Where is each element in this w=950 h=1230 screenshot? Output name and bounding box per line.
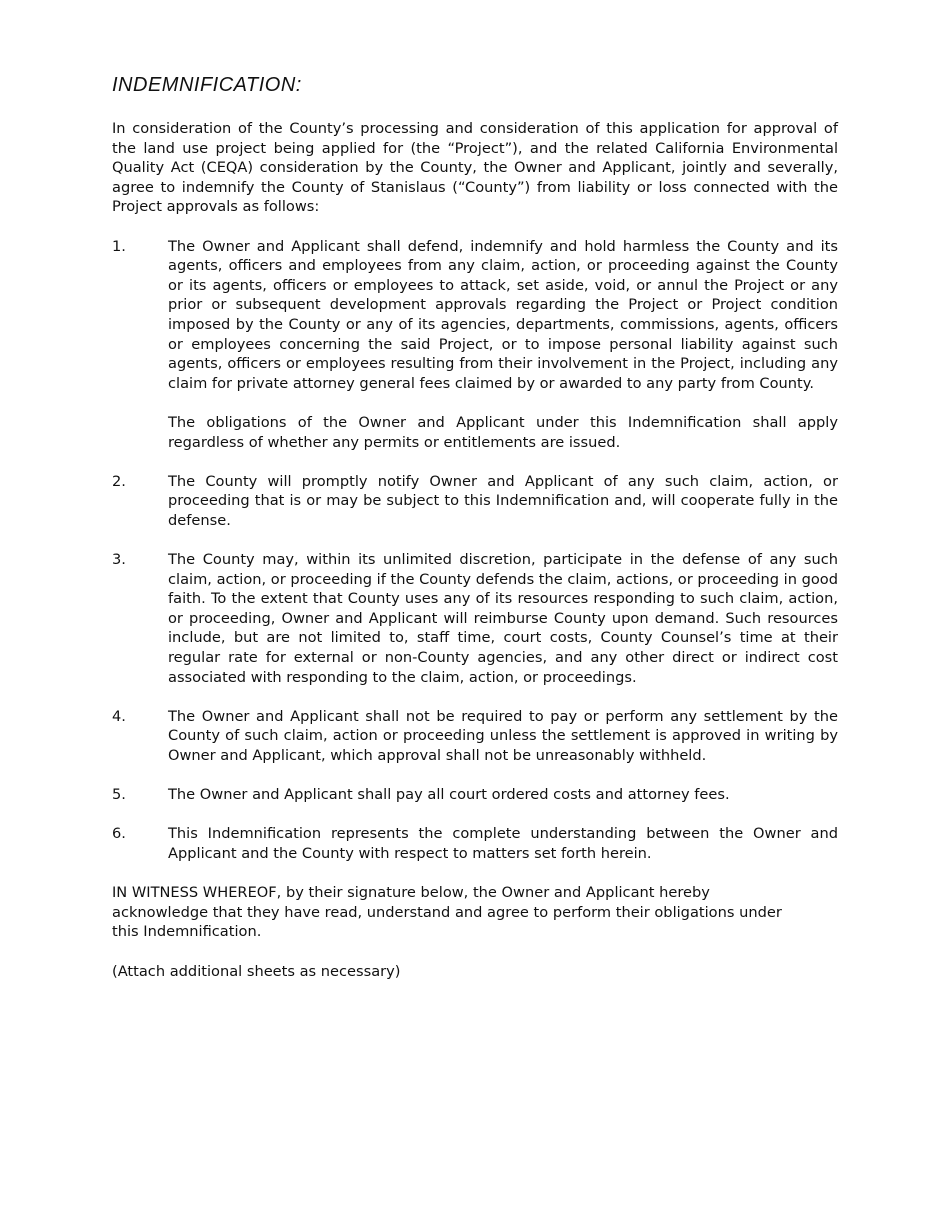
list-item-6 (112, 824, 838, 863)
item-paragraph: The County may, within its unlimited discretion, participate in the defense of any such claim, action, or proceeding if the County defends the claim, actions, or proceeding in good faith. To the extent that County uses any of its resources responding to such claim, action, or proceeding, Owner and Applicant will reimburse County upon demand. Such resources include, but are not limited to, staff time, court costs, County Counsel’s time at their regular rate for external or non-County agencies, and any other direct or indirect cost associated with responding to the claim, action, or proceedings. (168, 551, 838, 686)
item-body (168, 550, 838, 687)
item-body (168, 472, 838, 531)
document-page (112, 74, 838, 981)
item-paragraph: The County will promptly notify Owner and Applicant of any such claim, action, or proceeding that is or may be subject to this Indemnification and, will cooperate fully in the defense. (168, 472, 838, 529)
item-number: 4. (112, 707, 126, 725)
item-number: 6. (112, 825, 126, 843)
item-paragraph: The obligations of the Owner and Applicant under this Indemnification shall apply regardless of whether any permits or entitlements are issued. (168, 413, 838, 451)
list-item-1 (112, 237, 838, 453)
item-body (168, 824, 838, 863)
item-body (168, 237, 838, 453)
item-paragraph: The Owner and Applicant shall pay all court ordered costs and attorney fees. (168, 786, 730, 804)
item-number: 5. (112, 786, 126, 804)
item-body (168, 707, 838, 766)
numbered-list (112, 237, 838, 864)
attach-note: (Attach additional sheets as necessary) (112, 962, 401, 980)
intro-paragraph: In consideration of the County’s processing and consideration of this application for approval of the land use project being applied for (the “Project”), and the related California Environmental Quality Act (CEQA) consideration by the County, the Owner and Applicant, jointly and severally, agree to indemnify the County of Stanislaus (“County”) from liability or loss connected with the Project approvals as follows: (112, 120, 838, 216)
item-paragraph: The Owner and Applicant shall defend, indemnify and hold harmless the County and its agents, officers and employees from any claim, action, or proceeding against the County or its agents, officers or employees to attack, set aside, void, or annul the Project or any prior or subsequent development approvals regarding the Project or Project condition imposed by the County or any of its agencies, departments, commissions, agents, officers or employees concerning the said Project, or to impose personal liability against such agents, officers or employees resulting from their involvement in the Project, including any claim for private attorney general fees claimed by or awarded to any party from County. (168, 237, 838, 392)
list-item-4 (112, 707, 838, 766)
page-title: INDEMNIFICATION: (112, 74, 302, 96)
item-number: 2. (112, 472, 126, 490)
list-item-2 (112, 472, 838, 531)
item-number: 3. (112, 551, 126, 569)
list-item-5 (112, 785, 838, 805)
item-paragraph: This Indemnification represents the complete understanding between the Owner and Applicant and the County with respect to matters set forth herein. (168, 825, 838, 862)
item-paragraph: The Owner and Applicant shall not be required to pay or perform any settlement by the County of such claim, action or proceeding unless the settlement is approved in writing by Owner and Applicant, which approval shall not be unreasonably withheld. (168, 707, 838, 764)
item-number: 1. (112, 237, 126, 255)
item-body (168, 785, 838, 805)
list-item-3 (112, 550, 838, 687)
witness-paragraph: IN WITNESS WHEREOF, by their signature below, the Owner and Applicant hereby acknowledge that they have read, understand and agree to perform their obligations under this Indemnification. (112, 884, 782, 941)
